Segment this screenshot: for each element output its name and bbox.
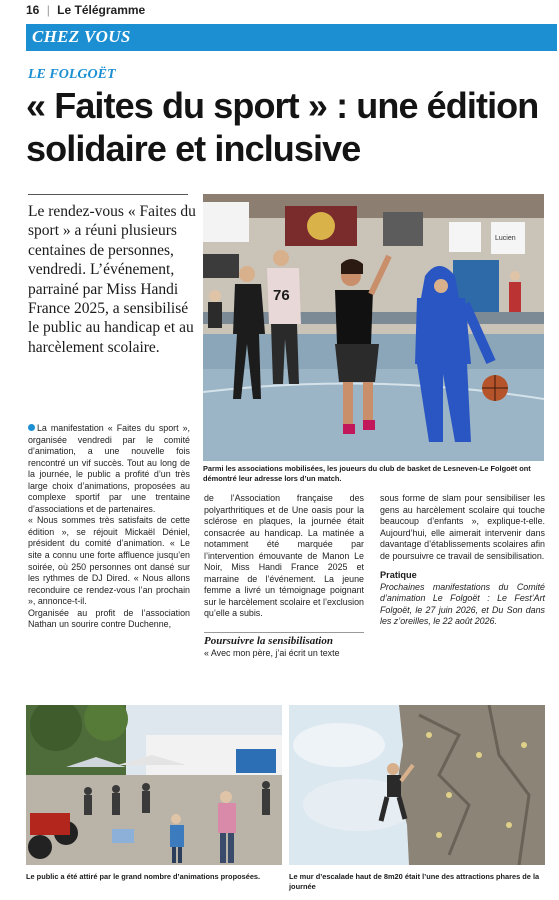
crowd-photo-caption: Le public a été attiré par le grand nombre d’animations proposées. (26, 872, 261, 881)
climbing-photo (289, 705, 545, 865)
basketball-photo-illustration (203, 194, 544, 461)
article-column-3 (380, 493, 545, 628)
chapo-rule (28, 194, 188, 195)
column-1-paragraph: Organisée au profit de l’association Nathan un sourire contre Duchenne, (28, 607, 190, 630)
pratique-title: Pratique (380, 570, 417, 581)
column-3-paragraph: sous forme de slam pour sensibiliser les gens au harcèlement scolaire qui touche beaucoup d’enfants », explique-t-elle. Aujourd’hui, elle aimerait intervenir dans davantage d’établissements scolaires afin de poursuivre ce travail de sensibilisation. (380, 493, 545, 561)
crowd-photo (26, 705, 282, 865)
column-1-text-1: La manifestation « Faites du sport », organisée vendredi par le comité d’animation, a une nouvelle fois rencontré un vif succès. Tout au long de la journée, le public a profité d’un très large choix d’animations, proposées au complexe sportif par une trentaine d’associations et de partenaires. (28, 423, 190, 514)
section-bar (26, 24, 557, 51)
basketball-photo (203, 194, 544, 461)
climbing-photo-caption: Le mur d’escalade haut de 8m20 était l’une des attractions phares de la journée (289, 872, 540, 891)
publication-name: Le Télégramme (57, 3, 146, 17)
article-chapo: Le rendez-vous « Faites du sport » a réuni plusieurs centaines de personnes, vendredi. L’événement, parrainé par Miss Handi France 2025, a sensibilisé le public au handicap et au harcèlement scolaire. (28, 203, 196, 356)
article-headline: « Faites du sport » : une édition solidaire et inclusive (26, 85, 539, 169)
article-column-1 (28, 423, 190, 631)
article-kicker: LE FOLGOËT (28, 67, 116, 82)
column-1-paragraph: « Nous sommes très satisfaits de cette édition », se réjouit Mickaël Déniel, président du comité d’animation. « Le site a connu une forte affluence jusqu’en soirée, où 250 personnes ont dansé sur les rythmes de DJ Dired. « Nous allons reconduire ce rendez-vous l’an prochain », annonce-t-il. (28, 515, 190, 607)
climbing-photo-illustration (289, 705, 545, 865)
basketball-photo-caption: Parmi les associations mobilisées, les joueurs du club de basket de Lesneven-Le Folgoët ont démontré leur adresse lors d’un match. (203, 464, 531, 483)
crowd-photo-illustration (26, 705, 282, 865)
pratique-text: Prochaines manifestations du Comité d’animation Le Folgoët : Le Fest’Art Folgoët, le 27 juin 2026, et Du Son dans les z’oreilles, le 22 août 2026. (380, 581, 545, 627)
page-header (26, 3, 546, 21)
column-2-paragraph-after: « Avec mon père, j’ai écrit un texte (204, 648, 340, 659)
bullet-dot-icon (28, 424, 35, 431)
gym-banner-text: Lucien (495, 235, 516, 242)
jersey-number: 76 (273, 287, 290, 304)
header-separator: | (46, 3, 50, 17)
page-number: 16 (26, 3, 40, 17)
section-label: CHEZ VOUS (32, 27, 131, 46)
column-1-paragraph (28, 423, 190, 515)
article-subhead: Poursuivre la sensibilisation (204, 632, 364, 648)
column-2-paragraph: de l’Association française des polyarthritiques et de Une oasis pour la sclérose en plaques, la journée était consacrée au handicap. La matinée a notamment été marquée par l’intervention émouvante de Manon Le Noir, Miss Handi France 2025 et marraine de l’événement. La jeune femme a livré un témoignage poignant sur le harcèlement scolaire et l’exclusion qu’elle a subis. (204, 493, 364, 619)
article-column-2 (204, 493, 364, 660)
